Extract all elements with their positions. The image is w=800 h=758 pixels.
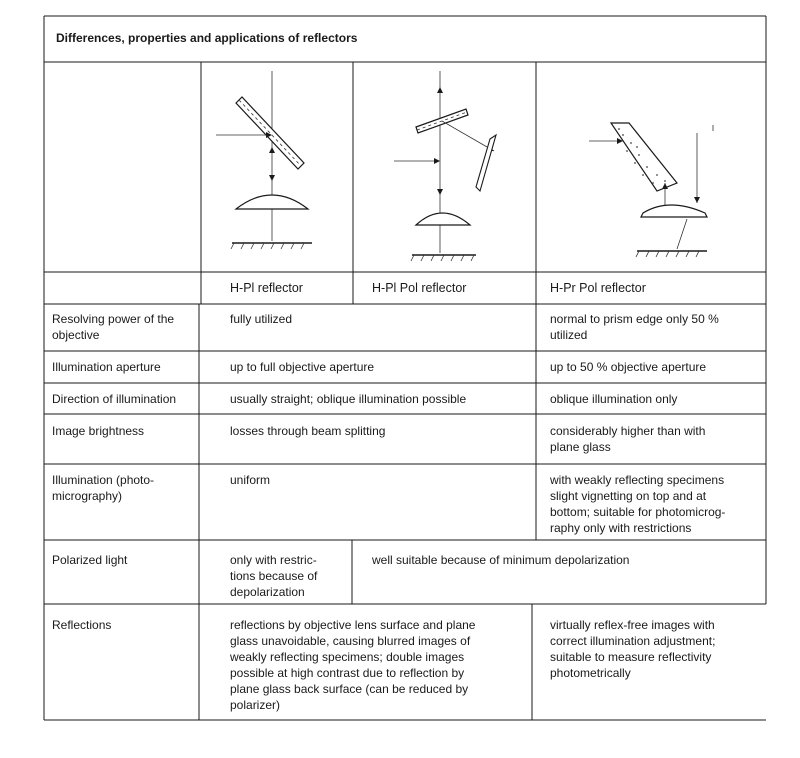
row-label-image-brightness: Image brightness [52, 424, 145, 438]
cell-resolving-power-plane: fully utilized [230, 312, 293, 326]
table-title: Differences, properties and applications of reflectors [56, 31, 358, 45]
plane-glass-pol-reflector-diagram-icon [354, 63, 535, 271]
cell-resolving-power-prism: normal to prism edge only 50 % utilized [550, 312, 719, 342]
cell-reflections-plane: reflections by objective lens surface and plane glass unavoidable, causing blurred images of weakly reflecting specimens; double images possible at high contrast due to reflection by plane glass back surface (can be reduced by polarizer) [230, 618, 476, 712]
cell-polarized-light-plane: only with restric- tions because of depolarization [230, 553, 318, 599]
cell-photomicrography-plane: uniform [230, 473, 271, 487]
prism-pol-reflector-diagram-icon [537, 63, 765, 271]
cell-illumination-aperture-prism: up to 50 % objective aperture [550, 360, 707, 374]
cell-direction-plane: usually straight; oblique illumination possible [230, 392, 467, 406]
row-label-illumination-aperture: Illumination aperture [52, 360, 161, 374]
row-label-resolving-power: Resolving power of the objective [52, 312, 175, 342]
plane-glass-reflector-diagram-icon [202, 63, 352, 271]
cell-reflections-prism: virtually reflex-free images with correct illumination adjustment; suitable to measure reflectivity photometrically [550, 618, 716, 680]
row-label-photomicrography: Illumination (photo- micrography) [52, 473, 155, 503]
cell-illumination-aperture-plane: up to full objective aperture [230, 360, 375, 374]
cell-polarized-light-pol: well suitable because of minimum depolarization [372, 553, 630, 567]
row-label-direction: Direction of illumination [52, 392, 177, 406]
cell-image-brightness-prism: considerably higher than with plane glass [550, 424, 706, 454]
cell-image-brightness-plane: losses through beam splitting [230, 424, 386, 438]
cell-photomicrography-prism: with weakly reflecting specimens slight vignetting on top and at bottom; suitable for photomicrog- raphy only with restrictions [550, 473, 726, 535]
row-label-polarized-light: Polarized light [52, 553, 128, 567]
column-header-h-pr-pol: H-Pr Pol reflector [550, 281, 646, 295]
column-header-h-pl-pol: H-Pl Pol reflector [372, 281, 467, 295]
row-label-reflections: Reflections [52, 618, 112, 632]
column-header-h-pl: H-Pl reflector [230, 281, 303, 295]
cell-direction-prism: oblique illumination only [550, 392, 678, 406]
